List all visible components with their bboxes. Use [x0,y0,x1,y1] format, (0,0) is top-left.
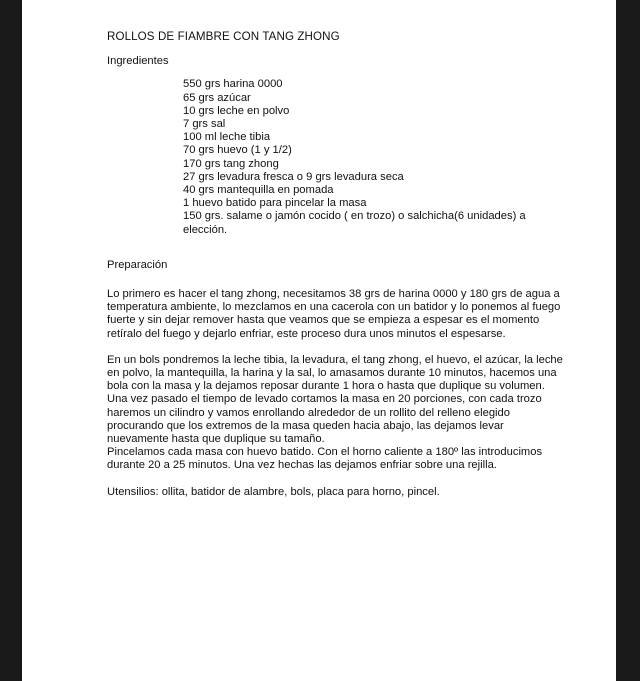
ingredient-item: 27 grs levadura fresca o 9 grs levadura seca [183,170,404,183]
preparation-paragraph: Pincelamos cada masa con huevo batido. Con el horno caliente a 180º las introducimos durante 20 a 25 minutos. Una vez hechas las dejamos enfriar sobre una rejilla. [107,446,543,472]
preparation-heading: Preparación [107,258,168,271]
ingredient-item: 100 ml leche tibia [183,131,271,144]
ingredient-item: 65 grs azúcar [183,91,251,104]
preparation-paragraph: En un bols pondremos la leche tibia, la levadura, el tang zhong, el huevo, el azúcar, la leche en polvo, la mantequilla, la harina y la sal, lo amasamos durante 10 minutos, hacemos una bola con la masa y la dejamos reposar durante 1 hora o hasta que duplique su volumen. [107,353,563,393]
ingredient-item: 550 grs harina 0000 [183,78,283,91]
document-content [107,30,567,499]
recipe-title: ROLLOS DE FIAMBRE CON TANG ZHONG [107,30,340,43]
ingredient-item: 70 grs huevo (1 y 1/2) [183,144,292,157]
ingredient-item: 150 grs. salame o jamón cocido ( en trozo) o salchicha(6 unidades) a elección. [183,210,526,236]
preparation-paragraph: Una vez pasado el tiempo de levado cortamos la masa en 20 porciones, con cada trozo haremos un cilindro y vamos enrollando alrededor de un rollito del relleno elegido procurando que los extremos de la masa queden hacia abajo, las dejamos levar nuevamente hasta que duplique su tamaño. [107,393,542,446]
ingredient-item: 40 grs mantequilla en pomada [183,184,334,197]
ingredient-item: 170 grs tang zhong [183,157,279,170]
document-page [22,0,616,681]
ingredients-heading: Ingredientes [107,55,169,68]
ingredient-item: 1 huevo batido para pincelar la masa [183,197,367,210]
ingredient-item: 10 grs leche en polvo [183,104,290,117]
preparation-paragraph: Lo primero es hacer el tang zhong, necesitamos 38 grs de harina 0000 y 180 grs de agua a temperatura ambiente, lo mezclamos en una cacerola con un batidor y lo ponemos al fuego fuerte y sin dejar remover hasta que veamos que se empieza a espesar es el momento retíralo del fuego y dejarlo enfriar, este proceso dura unos minutos el espesarse. [107,288,561,340]
ingredient-item: 7 grs sal [183,118,226,131]
ingredients-list [183,78,567,236]
utensils-line: Utensilios: ollita, batidor de alambre, bols, placa para horno, pincel. [107,485,440,498]
